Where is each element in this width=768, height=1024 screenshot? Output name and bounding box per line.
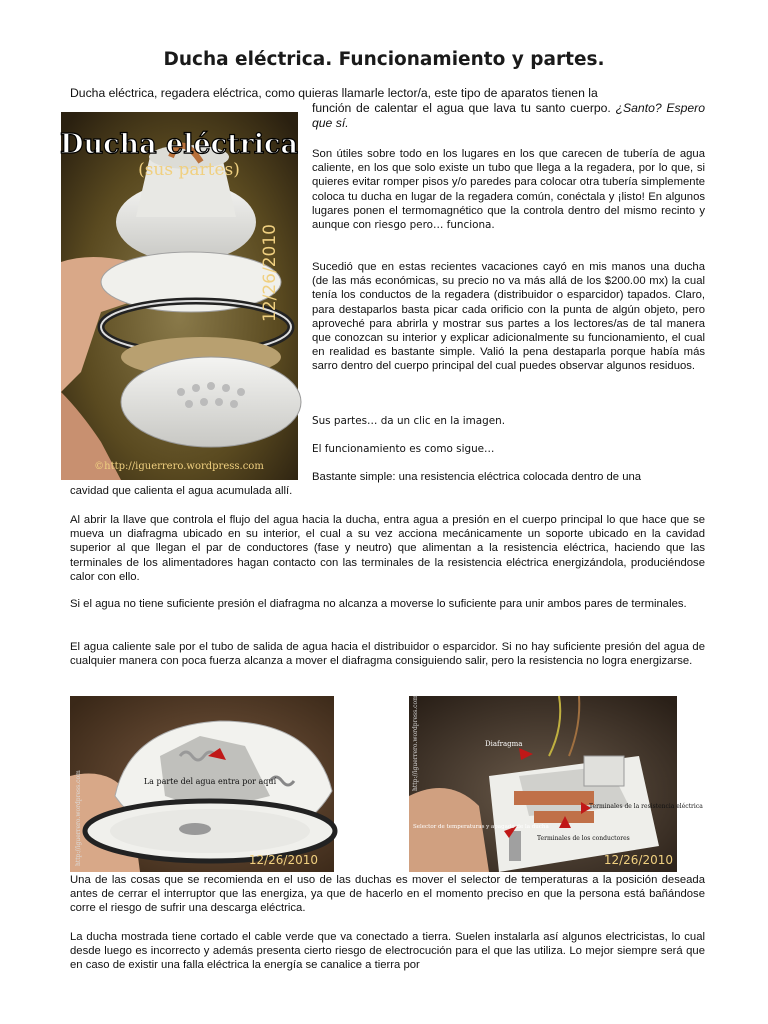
main-photo-date: 12/26/2010 [260, 224, 280, 322]
intro-line-2-text: función de calentar el agua que lava tu santo cuerpo. [312, 101, 616, 115]
paragraph-5-line-2: cavidad que calienta el agua acumulada allí. [70, 485, 293, 497]
main-photo-subtitle: (sus partes) [138, 160, 240, 180]
photo-left-date: 12/26/2010 [248, 853, 318, 867]
photo-right-label-diafragma: Diafragma [485, 740, 523, 748]
photo-right-side-credit: http://iguerrero.wordpress.com [412, 695, 419, 791]
paragraph-10: La ducha mostrada tiene cortado el cable verde que va conectado a tierra. Suelen instalarla así algunos electricistas, lo cual desde luego es incorrecto y además presenta cierto riesgo de electrocución para el que las utiliza. Lo mejor siempre será que en caso de existir una falla eléctrica la energía se canalice a tierra por [70, 931, 705, 972]
photo-right-label-terminales-resistencia: Terminales de la resistencia eléctrica [589, 803, 703, 810]
paragraph-2: Sucedió que en estas recientes vacaciones cayó en mis manos una ducha (de las más económicas, su precio no va más allá de los $200.00 mx) la cual tenía los conductos de la regadera (distribuidor o esparcidor) tapados. Claro, para destaparlos basta picar cada orificio con la punta de algún objeto, pero aproveché para abrirla y mostrar sus partes a los lectores/as de tal manera que conozcan su interior y explicar adicionalmente su funcionamiento, el cual en realidad es bastante simple. Valió la pena destaparla porque había más sarro dentro del cuerpo principal del cual puedes observar algunos residuos. [312, 261, 705, 373]
paragraph-3: Sus partes… da un clic en la imagen. [312, 415, 506, 427]
intro-line-2-italic: ¿Santo? Espero que sí. [312, 101, 705, 130]
paragraph-1-tail: riesgo pero… funciona. [371, 219, 495, 232]
intro-line-1: Ducha eléctrica, regadera eléctrica, como quieras llamarle lector/a, este tipo de aparatos tienen la [70, 86, 598, 100]
document-title: Ducha eléctrica. Funcionamiento y partes. [163, 49, 605, 70]
main-photo-title: Ducha eléctrica [60, 129, 298, 160]
photo-terminals[interactable] [409, 695, 703, 872]
main-photo-credit: ©http://iguerrero.wordpress.com [94, 461, 264, 472]
photo-left-label: La parte del agua entra por aquí [143, 777, 277, 786]
photo-right-label-terminales-conductores: Terminales de los conductores [537, 835, 630, 842]
photo-right-label-selector: Selector de temperaturas y apagado de la ducha [413, 824, 549, 830]
paragraph-5-line-1: Bastante simple: una resistencia eléctrica colocada dentro de una [312, 471, 642, 483]
paragraph-1 [312, 147, 705, 232]
paragraph-9: Una de las cosas que se recomienda en el uso de las duchas es mover el selector de temperaturas a la posición deseada antes de cerrar el interruptor que las energiza, ya que de hacerlo en el momento preciso en que la persona está bañándose corre el riesgo de sufrir una descarga eléctrica. [70, 874, 705, 915]
photo-diaphragm-inlet[interactable] [70, 696, 334, 872]
paragraph-1-text: Son útiles sobre todo en los lugares en los que carecen de tubería de agua caliente, en los que solo existe un tubo que llega a la regadera, por lo que, si quieres evitar romper pisos y/o paredes para colocar otra tubería simplemente coloca tu ducha en lugar de la regadera común, conéctala y ¡listo! En algunos lugares ponen el termomagnético que la controla dentro del mismo recinto y aunque con [312, 148, 705, 232]
paragraph-7: Si el agua no tiene suficiente presión el diafragma no alcanza a moverse lo suficiente para unir ambos pares de terminales. [70, 598, 687, 610]
paragraph-8: El agua caliente sale por el tubo de salida de agua hacia el distribuidor o esparcidor. Si no hay suficiente presión del agua de cualquier manera con poca fuerza alcanza a mover el diafragma consiguiendo salir, pero la resistencia no logra energizarse. [70, 641, 705, 668]
photo-right-date: 12/26/2010 [603, 853, 673, 867]
intro-line-2 [312, 101, 705, 131]
main-photo[interactable] [61, 112, 298, 480]
paragraph-6: Al abrir la llave que controla el flujo del agua hacia la ducha, entra agua a presión en el cuerpo principal lo que hace que se mueva un diafragma ubicado en su interior, el cual a su vez acciona mecánicamente un soporte ubicado en la cavidad superior al que llegan el par de conductores (fase y neutro) que alimentan a la resistencia eléctrica, haciendo que las terminales de los alimentadores hagan contacto con las terminales de la resistencia eléctrica energizándola, produciéndose calor con ello. [70, 514, 705, 583]
paragraph-4: El funcionamiento es como sigue… [312, 443, 495, 455]
photo-left-side-credit: http://iguerrero.wordpress.com [75, 770, 82, 866]
